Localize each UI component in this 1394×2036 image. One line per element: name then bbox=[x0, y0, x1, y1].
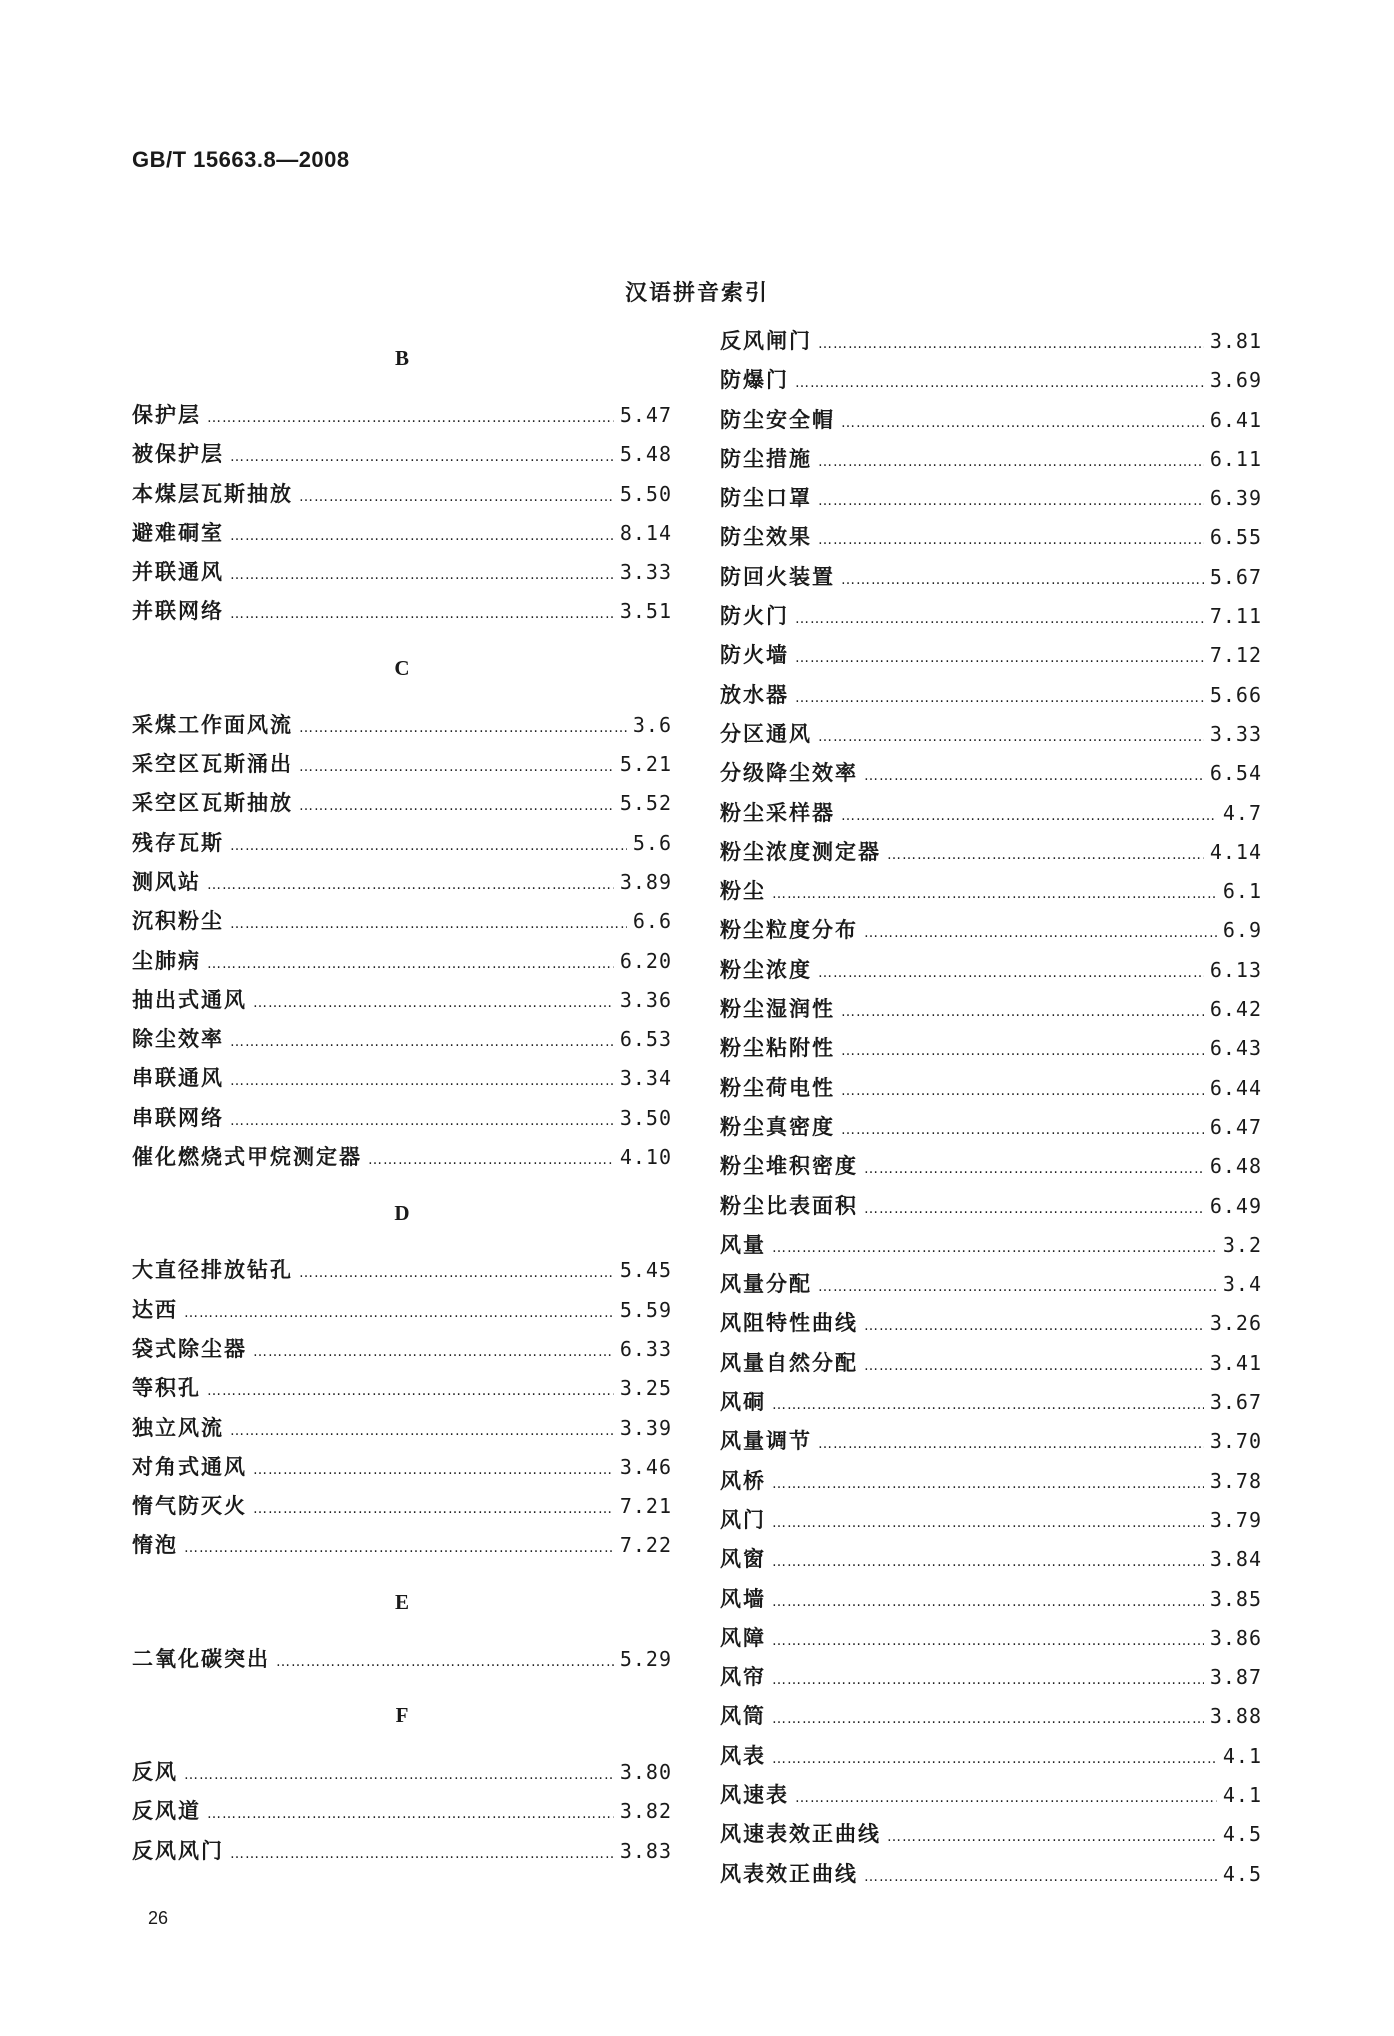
index-right-column bbox=[720, 322, 1262, 1894]
clause-number: 3.69 bbox=[1209, 368, 1262, 393]
index-entry bbox=[132, 592, 672, 631]
index-term: 袋式除尘器 bbox=[132, 1336, 247, 1361]
index-entry bbox=[720, 1304, 1262, 1343]
index-term: 粉尘 bbox=[720, 879, 766, 904]
index-entry bbox=[720, 794, 1262, 833]
clause-number: 3.50 bbox=[619, 1105, 672, 1130]
clause-number: 3.36 bbox=[619, 987, 672, 1012]
document-header-code: GB/T 15663.8—2008 bbox=[132, 147, 350, 172]
index-term: 并联网络 bbox=[132, 599, 224, 624]
dot-leader bbox=[230, 1835, 614, 1874]
index-entry bbox=[132, 1753, 672, 1792]
index-term: 风速表 bbox=[720, 1782, 789, 1807]
clause-number: 4.10 bbox=[619, 1145, 672, 1170]
dot-leader bbox=[230, 1102, 614, 1141]
index-term: 惰泡 bbox=[132, 1533, 178, 1558]
index-term: 风量自然分配 bbox=[720, 1350, 858, 1375]
dot-leader bbox=[864, 914, 1217, 953]
index-term: 风表 bbox=[720, 1743, 766, 1768]
dot-leader bbox=[772, 1229, 1217, 1268]
index-entry bbox=[132, 902, 672, 941]
clause-number: 3.51 bbox=[619, 599, 672, 624]
clause-number: 6.48 bbox=[1209, 1154, 1262, 1179]
index-entry bbox=[720, 676, 1262, 715]
index-term: 串联通风 bbox=[132, 1066, 224, 1091]
index-entry bbox=[720, 1383, 1262, 1422]
index-term: 反风 bbox=[132, 1760, 178, 1785]
dot-leader bbox=[299, 748, 614, 787]
dot-leader bbox=[368, 1141, 614, 1180]
index-entry bbox=[132, 514, 672, 553]
clause-number: 3.41 bbox=[1209, 1350, 1262, 1375]
dot-leader bbox=[772, 1661, 1204, 1700]
clause-number: 4.14 bbox=[1209, 839, 1262, 864]
index-entry bbox=[132, 1369, 672, 1408]
index-term: 粉尘堆积密度 bbox=[720, 1154, 858, 1179]
section-letter: D bbox=[394, 1201, 410, 1226]
dot-leader bbox=[864, 1307, 1204, 1346]
index-term: 防尘效果 bbox=[720, 525, 812, 550]
dot-leader bbox=[818, 521, 1204, 560]
index-entry bbox=[132, 745, 672, 784]
clause-number: 3.86 bbox=[1209, 1625, 1262, 1650]
index-term: 风门 bbox=[720, 1507, 766, 1532]
index-entry bbox=[720, 1580, 1262, 1619]
index-term: 风硐 bbox=[720, 1390, 766, 1415]
index-term: 风量分配 bbox=[720, 1272, 812, 1297]
index-entry bbox=[720, 1815, 1262, 1854]
index-term: 测风站 bbox=[132, 869, 201, 894]
dot-leader bbox=[841, 993, 1204, 1032]
index-term: 尘肺病 bbox=[132, 948, 201, 973]
index-term: 催化燃烧式甲烷测定器 bbox=[132, 1145, 362, 1170]
index-entry bbox=[720, 1697, 1262, 1736]
clause-number: 3.85 bbox=[1209, 1586, 1262, 1611]
clause-number: 5.50 bbox=[619, 481, 672, 506]
clause-number: 3.82 bbox=[619, 1799, 672, 1824]
clause-number: 3.88 bbox=[1209, 1704, 1262, 1729]
dot-leader bbox=[230, 556, 614, 595]
clause-number: 6.43 bbox=[1209, 1036, 1262, 1061]
clause-number: 5.67 bbox=[1209, 564, 1262, 589]
index-entry bbox=[132, 396, 672, 435]
index-entry bbox=[720, 401, 1262, 440]
index-term: 粉尘采样器 bbox=[720, 800, 835, 825]
clause-number: 6.6 bbox=[632, 909, 672, 934]
clause-number: 4.1 bbox=[1222, 1743, 1262, 1768]
dot-leader bbox=[772, 1700, 1204, 1739]
clause-number: 6.49 bbox=[1209, 1193, 1262, 1218]
clause-number: 5.45 bbox=[619, 1258, 672, 1283]
index-entry bbox=[132, 706, 672, 745]
clause-number: 6.33 bbox=[619, 1336, 672, 1361]
index-term: 粉尘荷电性 bbox=[720, 1075, 835, 1100]
index-term: 粉尘比表面积 bbox=[720, 1193, 858, 1218]
dot-leader bbox=[253, 1451, 614, 1490]
index-term: 风表效正曲线 bbox=[720, 1861, 858, 1886]
clause-number: 7.21 bbox=[619, 1494, 672, 1519]
index-term: 防火门 bbox=[720, 604, 789, 629]
clause-number: 7.11 bbox=[1209, 604, 1262, 629]
dot-leader bbox=[772, 1583, 1204, 1622]
index-entry bbox=[132, 1640, 672, 1679]
clause-number: 6.44 bbox=[1209, 1075, 1262, 1100]
index-term: 防尘口罩 bbox=[720, 486, 812, 511]
index-term: 粉尘真密度 bbox=[720, 1114, 835, 1139]
index-entry bbox=[132, 824, 672, 863]
index-entry bbox=[720, 1855, 1262, 1894]
clause-number: 5.47 bbox=[619, 403, 672, 427]
dot-leader bbox=[276, 1643, 614, 1682]
dot-leader bbox=[795, 679, 1204, 718]
clause-number: 6.11 bbox=[1209, 446, 1262, 471]
index-term: 沉积粉尘 bbox=[132, 909, 224, 934]
dot-leader bbox=[207, 866, 614, 905]
section-letter: E bbox=[394, 1589, 409, 1614]
dot-leader bbox=[864, 757, 1204, 796]
index-term: 防回火装置 bbox=[720, 564, 835, 589]
dot-leader bbox=[772, 1465, 1204, 1504]
clause-number: 4.7 bbox=[1222, 800, 1262, 825]
index-term: 除尘效率 bbox=[132, 1027, 224, 1052]
clause-number: 3.2 bbox=[1222, 1232, 1262, 1257]
index-entry bbox=[720, 1147, 1262, 1186]
index-entry bbox=[132, 863, 672, 902]
clause-number: 3.39 bbox=[619, 1415, 672, 1440]
index-term: 采煤工作面风流 bbox=[132, 712, 293, 737]
index-term: 风量调节 bbox=[720, 1429, 812, 1454]
index-term: 反风风门 bbox=[132, 1838, 224, 1863]
index-entry bbox=[720, 1344, 1262, 1383]
dot-leader bbox=[841, 1111, 1204, 1150]
clause-number: 6.13 bbox=[1209, 957, 1262, 982]
clause-number: 6.55 bbox=[1209, 525, 1262, 550]
index-term: 反风道 bbox=[132, 1799, 201, 1824]
dot-leader bbox=[230, 517, 614, 556]
index-term: 采空区瓦斯抽放 bbox=[132, 791, 293, 816]
clause-number: 6.42 bbox=[1209, 997, 1262, 1022]
dot-leader bbox=[230, 438, 614, 477]
clause-number: 3.81 bbox=[1209, 329, 1262, 353]
dot-leader bbox=[207, 1372, 614, 1411]
clause-number: 5.52 bbox=[619, 791, 672, 816]
clause-number: 7.12 bbox=[1209, 643, 1262, 668]
index-entry bbox=[132, 553, 672, 592]
section-letter: C bbox=[394, 655, 410, 680]
index-term: 保护层 bbox=[132, 403, 201, 427]
dot-leader bbox=[887, 836, 1204, 875]
page-number: 26 bbox=[148, 1908, 169, 1928]
dot-leader bbox=[299, 478, 614, 517]
index-entry bbox=[720, 1187, 1262, 1226]
index-entry bbox=[132, 1330, 672, 1369]
dot-leader bbox=[818, 325, 1204, 364]
dot-leader bbox=[841, 561, 1204, 600]
dot-leader bbox=[818, 1268, 1217, 1307]
index-entry bbox=[132, 1099, 672, 1138]
index-term: 并联通风 bbox=[132, 560, 224, 585]
dot-leader bbox=[841, 404, 1204, 443]
index-term: 粉尘粘附性 bbox=[720, 1036, 835, 1061]
dot-leader bbox=[299, 1254, 614, 1293]
index-entry bbox=[132, 1448, 672, 1487]
index-entry bbox=[720, 1776, 1262, 1815]
index-entry bbox=[720, 440, 1262, 479]
clause-number: 3.34 bbox=[619, 1066, 672, 1091]
index-term: 串联网络 bbox=[132, 1105, 224, 1130]
index-term: 本煤层瓦斯抽放 bbox=[132, 481, 293, 506]
dot-leader bbox=[772, 1622, 1204, 1661]
index-entry bbox=[132, 475, 672, 514]
clause-number: 4.5 bbox=[1222, 1822, 1262, 1847]
clause-number: 3.84 bbox=[1209, 1547, 1262, 1572]
dot-leader bbox=[253, 1333, 614, 1372]
dot-leader bbox=[299, 709, 627, 748]
index-entry bbox=[720, 597, 1262, 636]
dot-leader bbox=[253, 984, 614, 1023]
index-entry bbox=[132, 1526, 672, 1565]
index-term: 达西 bbox=[132, 1297, 178, 1322]
index-term: 采空区瓦斯涌出 bbox=[132, 752, 293, 777]
clause-number: 6.53 bbox=[619, 1027, 672, 1052]
clause-number: 3.87 bbox=[1209, 1665, 1262, 1690]
dot-leader bbox=[772, 1740, 1217, 1779]
index-term: 粉尘浓度测定器 bbox=[720, 839, 881, 864]
clause-number: 5.59 bbox=[619, 1297, 672, 1322]
index-term: 风量 bbox=[720, 1232, 766, 1257]
index-term: 独立风流 bbox=[132, 1415, 224, 1440]
clause-number: 6.9 bbox=[1222, 918, 1262, 943]
section-letter: B bbox=[394, 346, 409, 370]
dot-leader bbox=[887, 1818, 1217, 1857]
index-entry bbox=[720, 1619, 1262, 1658]
clause-number: 3.83 bbox=[619, 1838, 672, 1863]
dot-leader bbox=[818, 1425, 1204, 1464]
index-term: 粉尘浓度 bbox=[720, 957, 812, 982]
index-term: 风墙 bbox=[720, 1586, 766, 1611]
index-term: 防尘措施 bbox=[720, 446, 812, 471]
index-term: 防尘安全帽 bbox=[720, 407, 835, 432]
dot-leader bbox=[184, 1529, 614, 1568]
dot-leader bbox=[841, 797, 1217, 836]
dot-leader bbox=[841, 1072, 1204, 1111]
clause-number: 6.41 bbox=[1209, 407, 1262, 432]
index-term: 惰气防灭火 bbox=[132, 1494, 247, 1519]
index-entry bbox=[132, 1792, 672, 1831]
dot-leader bbox=[299, 787, 614, 826]
index-entry bbox=[132, 1020, 672, 1059]
index-entry bbox=[720, 833, 1262, 872]
dot-leader bbox=[230, 1062, 614, 1101]
index-entry bbox=[132, 1487, 672, 1526]
clause-number: 3.89 bbox=[619, 869, 672, 894]
index-term: 对角式通风 bbox=[132, 1454, 247, 1479]
index-entry bbox=[720, 322, 1262, 361]
index-term: 粉尘粒度分布 bbox=[720, 918, 858, 943]
dot-leader bbox=[864, 1190, 1204, 1229]
dot-leader bbox=[230, 905, 627, 944]
clause-number: 6.1 bbox=[1222, 879, 1262, 904]
dot-leader bbox=[864, 1347, 1204, 1386]
index-entry bbox=[132, 1251, 672, 1290]
clause-number: 6.39 bbox=[1209, 486, 1262, 511]
index-term: 防爆门 bbox=[720, 368, 789, 393]
index-entry bbox=[720, 479, 1262, 518]
clause-number: 3.80 bbox=[619, 1760, 672, 1785]
clause-number: 4.5 bbox=[1222, 1861, 1262, 1886]
dot-leader bbox=[795, 1779, 1217, 1818]
dot-leader bbox=[230, 827, 627, 866]
index-entry bbox=[720, 1422, 1262, 1461]
index-term: 放水器 bbox=[720, 682, 789, 707]
clause-number: 3.26 bbox=[1209, 1311, 1262, 1336]
dot-leader bbox=[230, 1412, 614, 1451]
index-term: 风桥 bbox=[720, 1468, 766, 1493]
dot-leader bbox=[795, 600, 1204, 639]
index-entry bbox=[720, 951, 1262, 990]
section-letter: F bbox=[395, 1703, 409, 1728]
index-entry bbox=[720, 715, 1262, 754]
clause-number: 8.14 bbox=[619, 520, 672, 545]
index-entry bbox=[720, 1029, 1262, 1068]
index-term: 被保护层 bbox=[132, 442, 224, 467]
index-entry bbox=[720, 1658, 1262, 1697]
index-entry bbox=[720, 1069, 1262, 1108]
index-term: 分级降尘效率 bbox=[720, 761, 858, 786]
clause-number: 3.46 bbox=[619, 1454, 672, 1479]
index-entry bbox=[720, 1265, 1262, 1304]
dot-leader bbox=[253, 1490, 614, 1529]
index-term: 风障 bbox=[720, 1625, 766, 1650]
index-entry bbox=[720, 990, 1262, 1029]
index-entry bbox=[720, 1226, 1262, 1265]
dot-leader bbox=[230, 595, 614, 634]
index-entry bbox=[132, 1138, 672, 1177]
dot-leader bbox=[207, 1795, 614, 1834]
index-entry bbox=[720, 1540, 1262, 1579]
dot-leader bbox=[207, 945, 614, 984]
index-entry bbox=[720, 1462, 1262, 1501]
dot-leader bbox=[795, 364, 1204, 403]
clause-number: 5.6 bbox=[632, 830, 672, 855]
dot-leader bbox=[230, 1023, 614, 1062]
index-term: 等积孔 bbox=[132, 1376, 201, 1401]
index-left-column bbox=[132, 322, 672, 1871]
index-term: 风阻特性曲线 bbox=[720, 1311, 858, 1336]
clause-number: 3.6 bbox=[632, 712, 672, 737]
index-entry bbox=[132, 784, 672, 823]
index-term: 风速表效正曲线 bbox=[720, 1822, 881, 1847]
index-title: 汉语拼音索引 bbox=[624, 281, 769, 306]
clause-number: 6.54 bbox=[1209, 761, 1262, 786]
index-term: 风窗 bbox=[720, 1547, 766, 1572]
dot-leader bbox=[864, 1858, 1217, 1897]
clause-number: 3.79 bbox=[1209, 1507, 1262, 1532]
index-term: 分区通风 bbox=[720, 721, 812, 746]
dot-leader bbox=[841, 1032, 1204, 1071]
index-term: 大直径排放钻孔 bbox=[132, 1258, 293, 1283]
dot-leader bbox=[184, 1756, 614, 1795]
index-term: 反风闸门 bbox=[720, 329, 812, 353]
index-entry bbox=[132, 1291, 672, 1330]
clause-number: 5.66 bbox=[1209, 682, 1262, 707]
dot-leader bbox=[772, 1504, 1204, 1543]
dot-leader bbox=[772, 1386, 1204, 1425]
clause-number: 3.33 bbox=[1209, 721, 1262, 746]
index-term: 风帘 bbox=[720, 1665, 766, 1690]
clause-number: 3.4 bbox=[1222, 1272, 1262, 1297]
clause-number: 5.48 bbox=[619, 442, 672, 467]
index-entry bbox=[720, 872, 1262, 911]
index-term: 抽出式通风 bbox=[132, 987, 247, 1012]
clause-number: 6.47 bbox=[1209, 1114, 1262, 1139]
index-entry bbox=[132, 435, 672, 474]
index-entry bbox=[720, 558, 1262, 597]
index-term: 风筒 bbox=[720, 1704, 766, 1729]
index-entry bbox=[132, 1059, 672, 1098]
index-entry bbox=[720, 636, 1262, 675]
dot-leader bbox=[818, 443, 1204, 482]
clause-number: 5.29 bbox=[619, 1646, 672, 1671]
index-entry bbox=[132, 981, 672, 1020]
index-term: 残存瓦斯 bbox=[132, 830, 224, 855]
dot-leader bbox=[207, 399, 614, 438]
index-entry bbox=[132, 1409, 672, 1448]
clause-number: 3.78 bbox=[1209, 1468, 1262, 1493]
index-entry bbox=[720, 1108, 1262, 1147]
dot-leader bbox=[818, 718, 1204, 757]
index-term: 避难硐室 bbox=[132, 520, 224, 545]
clause-number: 3.25 bbox=[619, 1376, 672, 1401]
clause-number: 4.1 bbox=[1222, 1782, 1262, 1807]
index-entry bbox=[132, 1832, 672, 1871]
dot-leader bbox=[864, 1150, 1204, 1189]
index-entry bbox=[720, 1737, 1262, 1776]
clause-number: 3.33 bbox=[619, 560, 672, 585]
index-term: 二氧化碳突出 bbox=[132, 1646, 270, 1671]
index-entry bbox=[720, 518, 1262, 557]
index-entry bbox=[720, 911, 1262, 950]
index-entry bbox=[720, 361, 1262, 400]
clause-number: 6.20 bbox=[619, 948, 672, 973]
index-entry bbox=[720, 1501, 1262, 1540]
clause-number: 7.22 bbox=[619, 1533, 672, 1558]
index-entry bbox=[720, 754, 1262, 793]
clause-number: 3.70 bbox=[1209, 1429, 1262, 1454]
index-term: 粉尘湿润性 bbox=[720, 997, 835, 1022]
dot-leader bbox=[772, 1543, 1204, 1582]
dot-leader bbox=[818, 482, 1204, 521]
dot-leader bbox=[795, 639, 1204, 678]
dot-leader bbox=[818, 954, 1204, 993]
dot-leader bbox=[184, 1294, 614, 1333]
clause-number: 5.21 bbox=[619, 752, 672, 777]
dot-leader bbox=[772, 875, 1217, 914]
index-entry bbox=[132, 942, 672, 981]
index-term: 防火墙 bbox=[720, 643, 789, 668]
clause-number: 3.67 bbox=[1209, 1390, 1262, 1415]
